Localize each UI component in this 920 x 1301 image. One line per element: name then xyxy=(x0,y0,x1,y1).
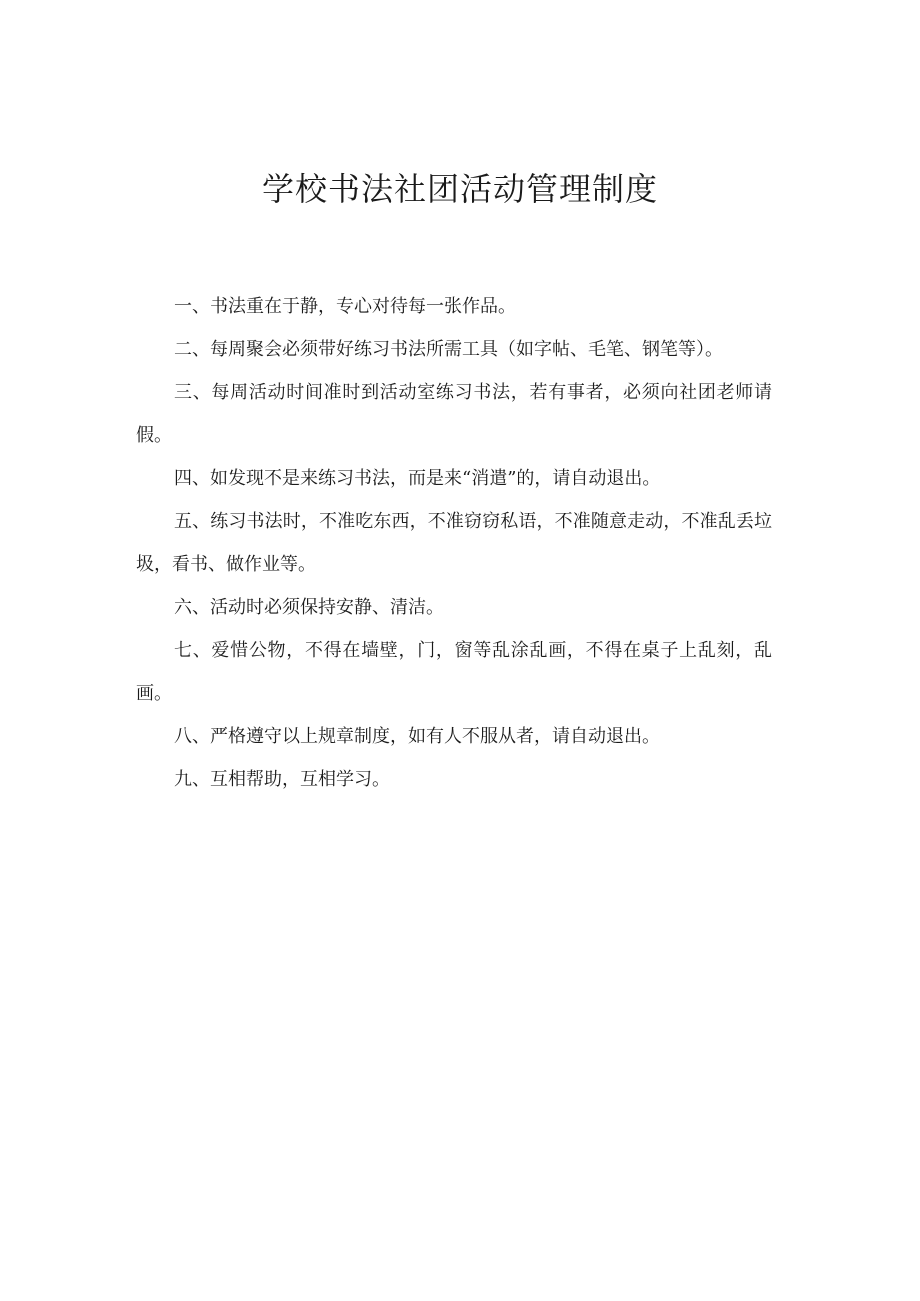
rule-item-6: 六、活动时必须保持安静、清洁。 xyxy=(174,597,444,618)
rule-item-2: 二、每周聚会必须带好练习书法所需工具（如字帖、毛笔、钢笔等）。 xyxy=(174,339,723,360)
rules-list xyxy=(136,285,772,801)
rule-item-5: 五、练习书法时，不准吃东西，不准窃窃私语，不准随意走动，不准乱丢垃圾，看书、做作业等。 xyxy=(136,511,772,575)
rule-item-4: 四、如发现不是来练习书法，而是来“消遣”的，请自动退出。 xyxy=(174,468,661,489)
document-title: 学校书法社团活动管理制度 xyxy=(261,170,658,208)
rule-item-3: 三、每周活动时间准时到活动室练习书法，若有事者，必须向社团老师请假。 xyxy=(136,382,772,446)
rule-item-1: 一、书法重在于静，专心对待每一张作品。 xyxy=(174,296,516,317)
rule-item-7: 七、爱惜公物，不得在墙壁，门，窗等乱涂乱画，不得在桌子上乱刻，乱画。 xyxy=(136,640,772,704)
rule-item-8: 八、严格遵守以上规章制度，如有人不服从者，请自动退出。 xyxy=(174,726,660,747)
rule-item-9: 九、互相帮助，互相学习。 xyxy=(174,769,390,790)
